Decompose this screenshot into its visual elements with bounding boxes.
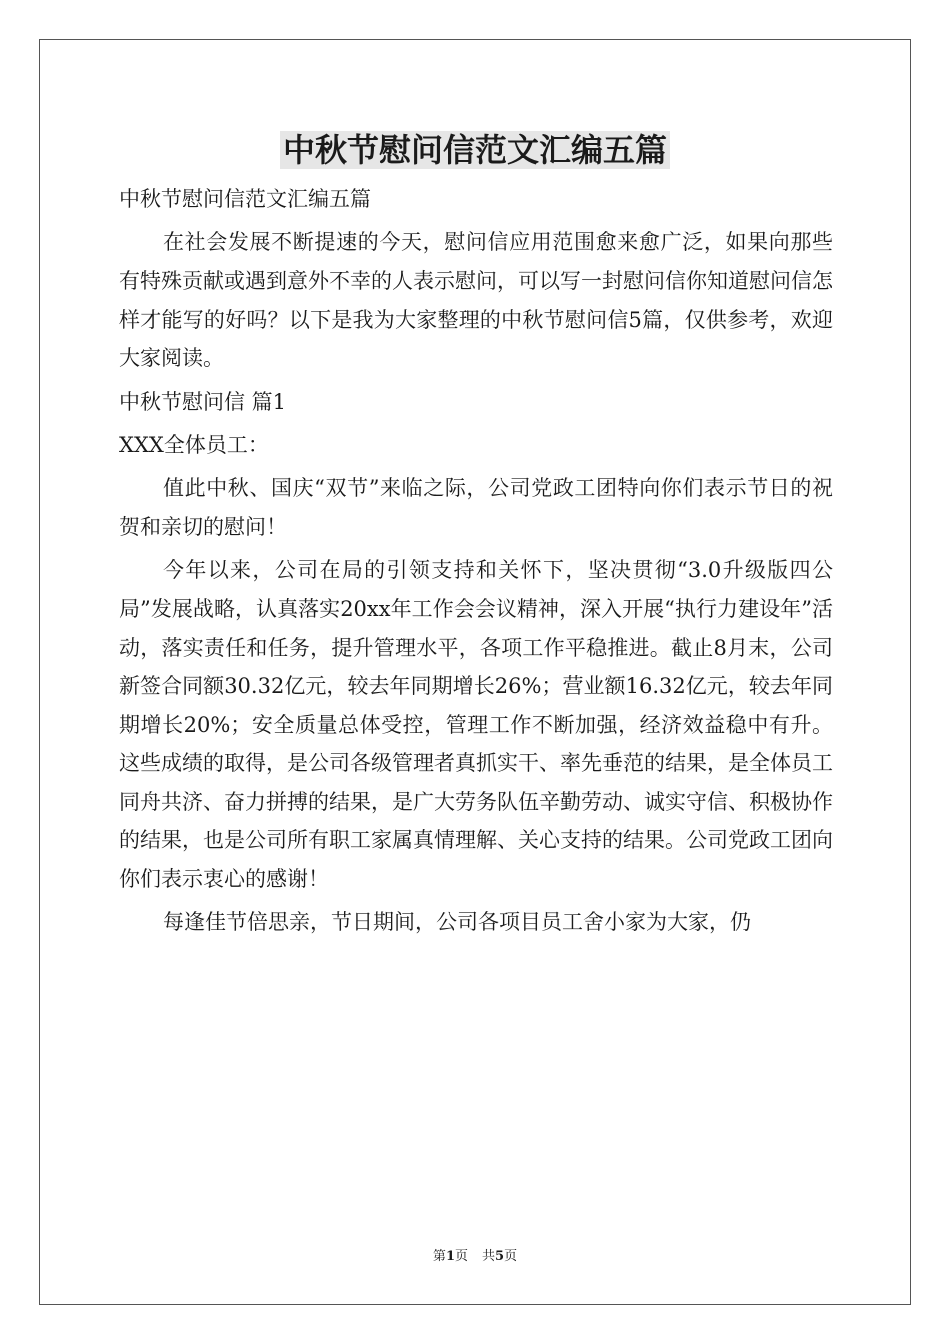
paragraph-greeting: 值此中秋、国庆“双节”来临之际，公司党政工团特向你们表示节日的祝贺和亲切的慰问！ <box>119 476 833 539</box>
document-title-text: 中秋节慰问信范文汇编五篇 <box>280 131 670 169</box>
document-title <box>0 128 950 172</box>
footer-page-number: 1 <box>445 1249 455 1264</box>
footer-total-pages: 5 <box>495 1249 505 1264</box>
footer-total-suffix: 页 <box>504 1249 518 1264</box>
paragraph-intro: 在社会发展不断提速的今天，慰问信应用范围愈来愈广泛，如果向那些有特殊贡献或遇到意外不幸的人表示慰问，可以写一封慰问信你知道慰问信怎样才能写的好吗？以下是我为大家整理的中秋节慰问信5篇，仅供参考，欢迎大家阅读。 <box>119 230 833 371</box>
paragraph-achievements: 今年以来，公司在局的引领支持和关怀下，坚决贯彻“3.0升级版四公局”发展战略，认真落实20xx年工作会会议精神，深入开展“执行力建设年”活动，落实责任和任务，提升管理水平，各项工作平稳推进。截止8月末，公司新签合同额30.32亿元，较去年同期增长26%；营业额16.32亿元，较去年同期增长20%；安全质量总体受控，管理工作不断加强，经济效益稳中有升。这些成绩的取得，是公司各级管理者真抓实干、率先垂范的结果，是全体员工同舟共济、奋力拼搏的结果，是广大劳务队伍辛勤劳动、诚实守信、积极协作的结果，也是公司所有职工家属真情理解、关心支持的结果。公司党政工团向你们表示衷心的感谢！ <box>119 558 833 892</box>
paragraph-section-heading: 中秋节慰问信 篇1 <box>119 389 287 414</box>
paragraph-holiday: 每逢佳节倍思亲，节日期间，公司各项目员工舍小家为大家，仍 <box>163 910 751 935</box>
footer-page-suffix: 页 <box>454 1249 468 1264</box>
paragraph-subtitle: 中秋节慰问信范文汇编五篇 <box>119 187 371 211</box>
document-body <box>119 180 833 947</box>
page-footer <box>0 1248 950 1266</box>
footer-total-prefix: 共 <box>482 1249 496 1264</box>
footer-page-prefix: 第 <box>432 1249 446 1264</box>
paragraph-salutation: XXX全体员工： <box>119 432 269 457</box>
